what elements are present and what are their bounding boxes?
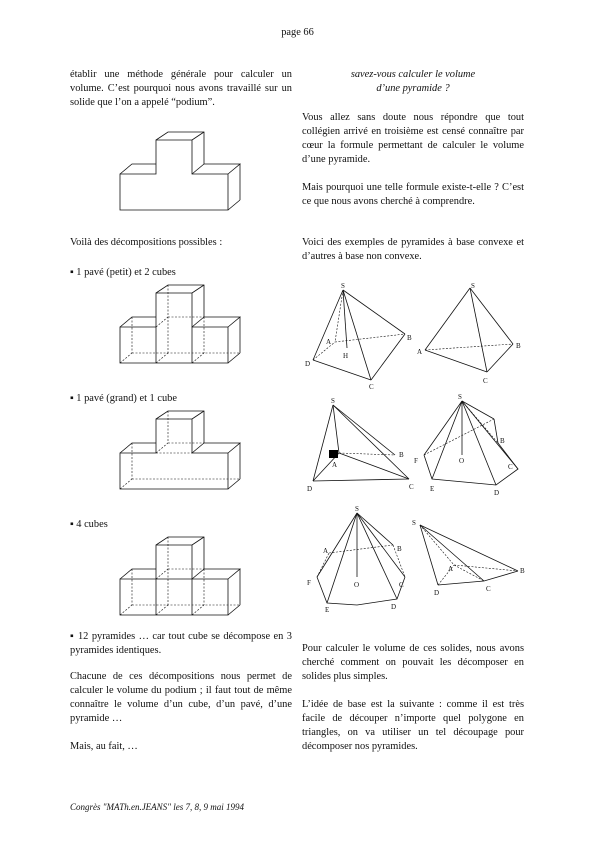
paragraph-2: Mais pourquoi une telle formule existe-t-elle ? C’est ce que nous avons cherché à comprendre.: [302, 182, 524, 207]
vertex-label: S: [355, 505, 359, 513]
pyramid-figure-3: [305, 393, 415, 499]
vertex-label: S: [412, 519, 416, 527]
paragraph-4: Pour calculer le volume de ces solides, nous avons cherché comment on pouvait les décomposer en solides plus simples.: [302, 643, 524, 682]
vertex-label: D: [391, 603, 397, 611]
paragraph-3: Voici des exemples de pyramides à base convexe et d’autres à base non convexe.: [302, 237, 524, 262]
vertex-label: H: [343, 352, 349, 360]
pyramid-figure-4: [410, 393, 530, 499]
vertex-label: D: [494, 489, 500, 497]
vertex-label: B: [399, 451, 404, 459]
vertex-label: D: [307, 485, 313, 493]
vertex-label: C: [483, 377, 488, 385]
vertex-label: C: [486, 585, 491, 593]
podium-figure: [118, 130, 258, 216]
decompositions-title: Voilà des décompositions possibles :: [70, 237, 223, 248]
vertex-label: O: [354, 581, 360, 589]
mais-text: Mais, au fait, …: [70, 741, 138, 752]
bullet-2: ▪ 1 pavé (grand) et 1 cube: [70, 393, 177, 404]
page-number: page 66: [281, 27, 314, 38]
vertex-label: D: [305, 360, 311, 368]
vertex-label: B: [500, 437, 505, 445]
vertex-label: S: [471, 282, 475, 290]
bullet-1: ▪ 1 pavé (petit) et 2 cubes: [70, 267, 176, 278]
vertex-label: A: [323, 547, 329, 555]
paragraph-1: Vous allez sans doute nous répondre que tout collégien arrivé en troisième est censé connaître par cœur la formule permettant de calculer le volume d’une pyramide.: [302, 112, 524, 165]
paragraph-5: L’idée de base est la suivante : comme il est très facile de découper n’importe quel polygone en triangles, on va utiliser un tel découpage pour décomposer nos pyramides.: [302, 699, 524, 752]
vertex-label: C: [508, 463, 513, 471]
pyramid-figure-1: [305, 282, 415, 392]
bullet-3: ▪ 4 cubes: [70, 519, 108, 530]
section-title: savez-vous calculer le volume d’une pyramide ?: [350, 69, 476, 94]
vertex-label: B: [520, 567, 525, 575]
vertex-label: D: [434, 589, 440, 597]
vertex-label: F: [307, 579, 311, 587]
vertex-label: E: [430, 485, 435, 493]
vertex-label: A: [417, 348, 423, 356]
vertex-label: B: [407, 334, 412, 342]
pyramid-figure-2: [415, 282, 525, 392]
chacune-paragraph: Chacune de ces décompositions nous permet de calculer le volume du podium ; il faut tout de même connaître le volume d’un cube, d’un pavé, d’une pyramide …: [70, 671, 292, 724]
vertex-label: A: [326, 338, 332, 346]
vertex-label: A: [332, 461, 338, 469]
vertex-label: O: [459, 457, 465, 465]
vertex-label: B: [397, 545, 402, 553]
vertex-label: F: [414, 457, 418, 465]
intro-paragraph: établir une méthode générale pour calculer un volume. C’est pourquoi nous avons travaillé sur un solide que l’on a appelé “podium”.: [70, 69, 292, 108]
vertex-label: A: [448, 565, 454, 573]
vertex-label: C: [399, 581, 404, 589]
vertex-label: C: [369, 383, 374, 391]
pyramid-figure-6: [408, 515, 528, 605]
footer: Congrès "MATh.en.JEANS" les 7, 8, 9 mai 1994: [70, 802, 244, 812]
vertex-label: B: [516, 342, 521, 350]
bullet-4: ▪ 12 pyramides … car tout cube se décompose en 3 pyramides identiques.: [70, 631, 292, 656]
vertex-label: S: [331, 397, 335, 405]
vertex-label: C: [409, 483, 414, 491]
vertex-label: E: [325, 606, 330, 614]
vertex-label: S: [341, 282, 345, 290]
pyramid-figure-5: [305, 505, 415, 613]
podium-decomp-1: [118, 283, 258, 369]
podium-decomp-3: [118, 535, 258, 621]
podium-decomp-2: [118, 409, 258, 495]
vertex-label: S: [458, 393, 462, 401]
